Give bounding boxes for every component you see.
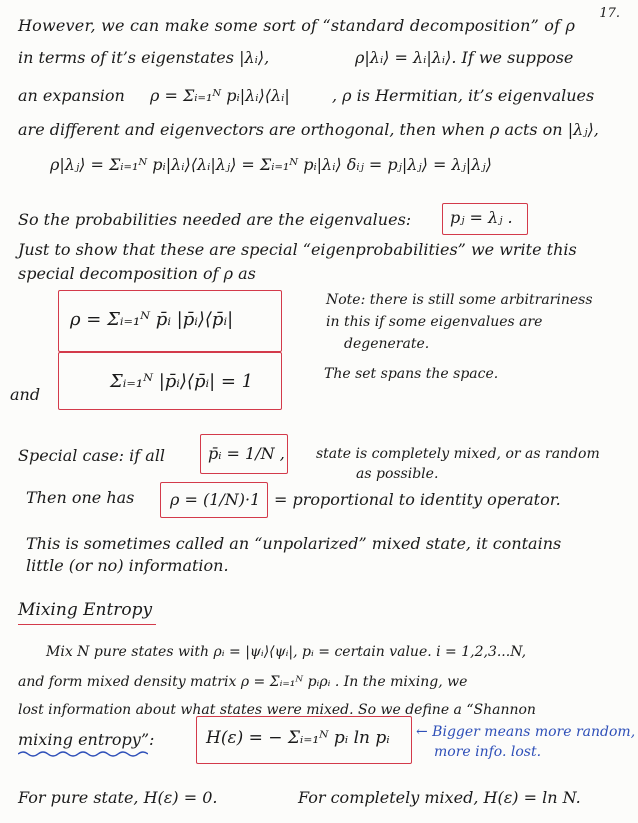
and-label: and [10,385,41,404]
mixing-line-1: Mix N pure states with ρᵢ = |ψᵢ⟩⟨ψᵢ|, pᵢ = certain value. i = 1,2,3...N, [46,644,527,660]
line-8: special decomposition of ρ as [18,264,256,283]
note-line-3: degenerate. [344,336,430,352]
mixing-line-2: and form mixed density matrix ρ = Σᵢ₌₁ᴺ pᵢρᵢ . In the mixing, we [18,674,468,690]
squiggle-underline [18,750,148,758]
mixing-entropy-label: mixing entropy”: [18,730,155,749]
line-2b: ρ|λᵢ⟩ = λᵢ|λᵢ⟩. If we suppose [355,48,574,67]
line-6-boxed: pⱼ = λⱼ . [450,208,513,227]
completely-mixed-line: For completely mixed, H(ε) = ln N. [298,788,581,807]
entropy-note-2: more info. lost. [434,744,542,760]
heading-underline [18,624,156,625]
line-7: Just to show that these are special “eigenprobabilities” we write this [18,240,577,259]
then-label: Then one has [26,488,135,507]
line-3c: , ρ is Hermitian, it’s eigenvalues [332,86,595,105]
note-line-1: Note: there is still some arbitrariness [326,292,593,308]
section-heading: Mixing Entropy [18,600,153,620]
completeness-equation: Σᵢ₌₁ᴺ |p̄ᵢ⟩⟨p̄ᵢ| = 1 [110,371,254,392]
line-5-equation: ρ|λⱼ⟩ = Σᵢ₌₁ᴺ pᵢ|λᵢ⟩⟨λᵢ|λⱼ⟩ = Σᵢ₌₁ᴺ pᵢ|λᵢ⟩ δᵢⱼ = pⱼ|λⱼ⟩ = λⱼ|λⱼ⟩ [50,155,492,174]
page-number: 17. [599,6,620,21]
unpolarized-line-2: little (or no) information. [26,556,229,575]
mixing-line-3: lost information about what states were mixed. So we define a “Shannon [18,702,536,718]
line-3b: ρ = Σᵢ₌₁ᴺ pᵢ|λᵢ⟩⟨λᵢ| [150,86,290,105]
note-line-2: in this if some eigenvalues are [326,314,543,330]
line-4: are different and eigenvectors are orthogonal, then when ρ acts on |λⱼ⟩, [18,120,599,139]
identity-boxed: ρ = (1/N)·1 [170,490,261,509]
unpolarized-line-1: This is sometimes called an “unpolarized” mixed state, it contains [26,534,562,553]
special-case-boxed: p̄ᵢ = 1/N , [208,444,285,463]
decomposition-equation: ρ = Σᵢ₌₁ᴺ p̄ᵢ |p̄ᵢ⟩⟨p̄ᵢ| [70,309,234,330]
special-case-text-2: as possible. [356,466,439,482]
special-case-text-1: state is completely mixed, or as random [316,446,600,462]
entropy-equation: H(ε) = − Σᵢ₌₁ᴺ pᵢ ln pᵢ [206,728,390,748]
entropy-note-1: ← Bigger means more random, [416,724,636,740]
note-line-4: The set spans the space. [324,366,499,382]
pure-state-line: For pure state, H(ε) = 0. [18,788,218,807]
line-6a: So the probabilities needed are the eigenvalues: [18,210,412,229]
special-case-label: Special case: if all [18,446,166,465]
line-1: However, we can make some sort of “standard decomposition” of ρ [18,16,576,35]
identity-text: = proportional to identity operator. [274,490,561,509]
line-2a: in terms of it’s eigenstates |λᵢ⟩, [18,48,270,67]
line-3a: an expansion [18,86,125,105]
